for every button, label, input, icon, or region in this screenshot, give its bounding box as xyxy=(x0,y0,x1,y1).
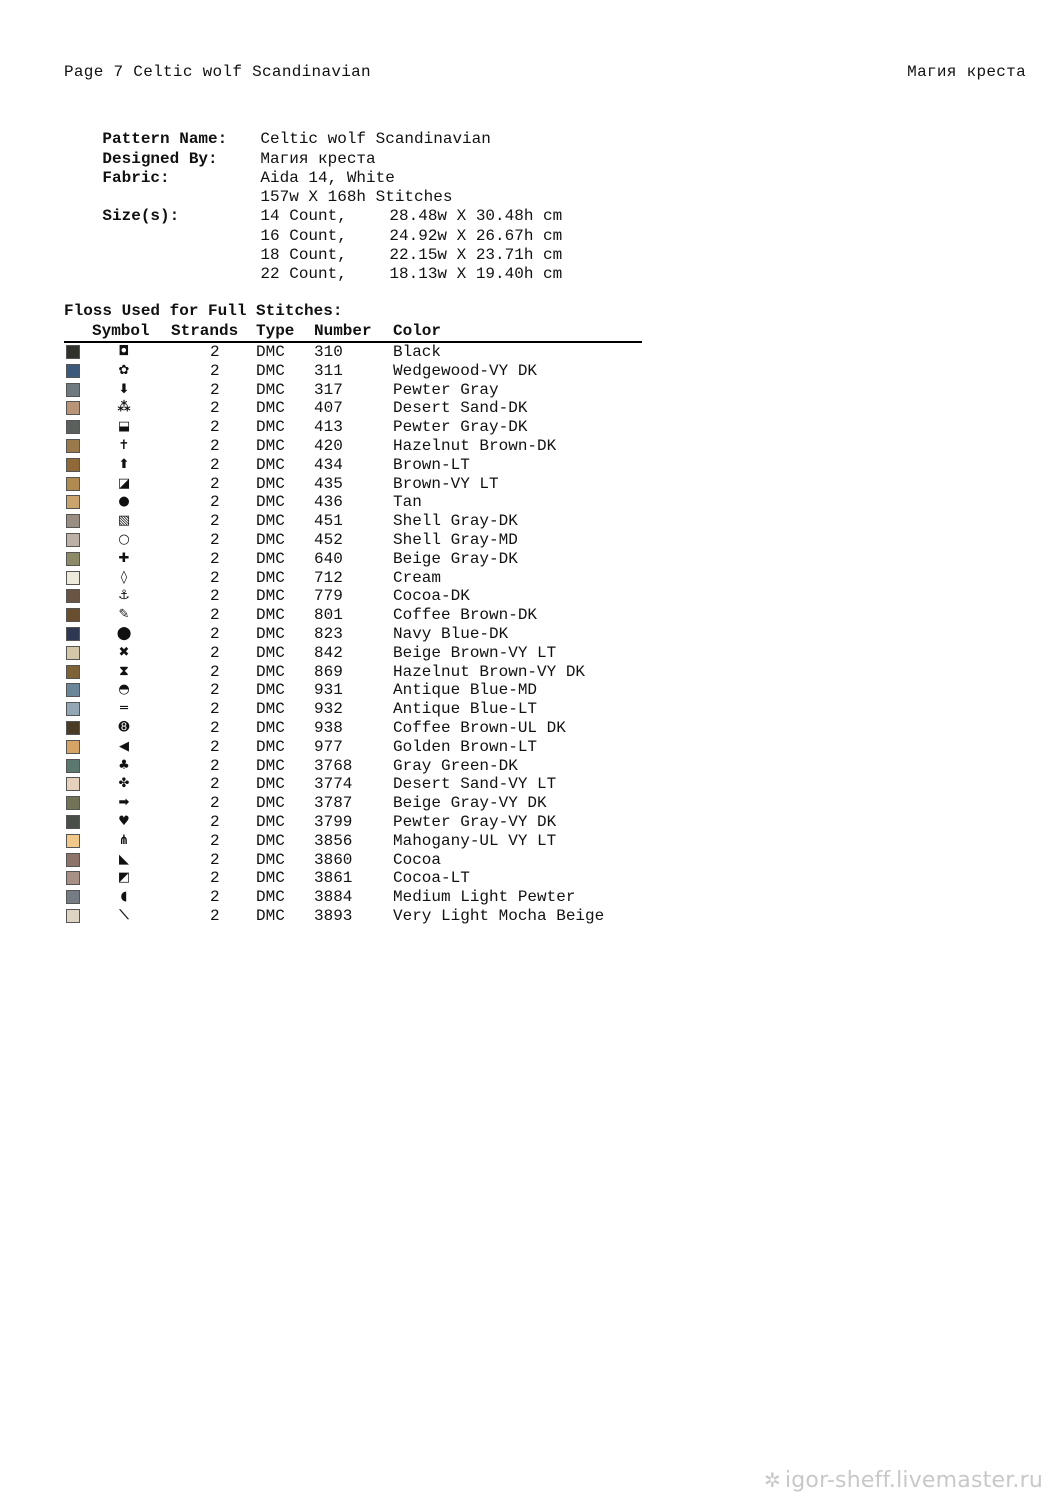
color-name-cell: Black xyxy=(393,343,442,361)
color-name-cell: Desert Sand-DK xyxy=(393,399,528,418)
pattern-info xyxy=(64,111,563,284)
number-cell: 452 xyxy=(314,530,343,549)
number-cell: 407 xyxy=(314,399,343,418)
color-swatch xyxy=(66,571,80,585)
stitch-symbol-icon: ◓ xyxy=(118,682,130,698)
sizes-label: Size(s): xyxy=(102,207,180,226)
number-cell: 977 xyxy=(314,737,343,756)
strands-cell: 2 xyxy=(210,850,220,869)
number-cell: 3861 xyxy=(314,869,353,888)
stitch-symbol-icon: ⧗ xyxy=(119,663,129,679)
color-swatch xyxy=(66,401,80,415)
color-name-cell: Beige Gray-VY DK xyxy=(393,794,547,813)
number-cell: 931 xyxy=(314,681,343,700)
table-row xyxy=(64,550,642,569)
table-row xyxy=(64,907,642,926)
color-swatch xyxy=(66,909,80,923)
table-row xyxy=(64,362,642,381)
number-cell: 435 xyxy=(314,474,343,493)
color-swatch xyxy=(66,477,80,491)
gear-icon: ✲ xyxy=(763,1468,781,1492)
type-cell: DMC xyxy=(256,568,285,587)
number-cell: 434 xyxy=(314,455,343,474)
color-name-cell: Shell Gray-DK xyxy=(393,512,518,531)
color-name-cell: Gray Green-DK xyxy=(393,756,518,775)
strands-cell: 2 xyxy=(210,530,220,549)
type-cell: DMC xyxy=(256,380,285,399)
strands-cell: 2 xyxy=(210,436,220,455)
size-dims: 24.92w X 26.67h cm xyxy=(389,226,563,245)
strands-cell: 2 xyxy=(210,549,220,568)
header-strands: Strands xyxy=(171,322,239,340)
stitch-symbol-icon: ○ xyxy=(118,531,130,547)
color-name-cell: Golden Brown-LT xyxy=(393,737,538,756)
type-cell: DMC xyxy=(256,399,285,418)
pattern-name-label: Pattern Name: xyxy=(102,130,228,149)
type-cell: DMC xyxy=(256,775,285,794)
color-name-cell: Desert Sand-VY LT xyxy=(393,775,557,794)
strands-cell: 2 xyxy=(210,794,220,813)
strands-cell: 2 xyxy=(210,737,220,756)
stitch-symbol-icon: ⟍ xyxy=(119,907,129,923)
color-name-cell: Tan xyxy=(393,493,422,512)
strands-cell: 2 xyxy=(210,568,220,587)
color-swatch xyxy=(66,345,80,359)
color-swatch xyxy=(66,815,80,829)
size-dims: 28.48w X 30.48h cm xyxy=(389,207,563,226)
table-row xyxy=(64,418,642,437)
color-swatch xyxy=(66,364,80,378)
table-row xyxy=(64,813,642,832)
page-header-title: Page 7 Celtic wolf Scandinavian xyxy=(64,63,371,81)
color-swatch xyxy=(66,533,80,547)
color-name-cell: Coffee Brown-DK xyxy=(393,606,538,625)
color-swatch xyxy=(66,514,80,528)
size-count: 14 Count, xyxy=(260,207,347,226)
stitch-symbol-icon: ⚓ xyxy=(118,588,130,604)
number-cell: 869 xyxy=(314,662,343,681)
color-name-cell: Brown-VY LT xyxy=(393,474,499,493)
number-cell: 3860 xyxy=(314,850,353,869)
watermark xyxy=(764,1468,1043,1493)
type-cell: DMC xyxy=(256,888,285,907)
number-cell: 3799 xyxy=(314,812,353,831)
type-cell: DMC xyxy=(256,812,285,831)
strands-cell: 2 xyxy=(210,662,220,681)
type-cell: DMC xyxy=(256,643,285,662)
color-name-cell: Hazelnut Brown-DK xyxy=(393,436,557,455)
table-row xyxy=(64,587,642,606)
color-swatch xyxy=(66,853,80,867)
type-cell: DMC xyxy=(256,700,285,719)
header-number: Number xyxy=(314,322,372,340)
number-cell: 311 xyxy=(314,361,343,380)
strands-cell: 2 xyxy=(210,343,220,361)
table-row xyxy=(64,794,642,813)
color-swatch xyxy=(66,439,80,453)
table-row xyxy=(64,738,642,757)
stitch-symbol-icon: ✤ xyxy=(118,776,130,792)
stitch-symbol-icon: ◩ xyxy=(117,870,131,886)
color-swatch xyxy=(66,834,80,848)
color-name-cell: Pewter Gray-VY DK xyxy=(393,812,557,831)
color-swatch xyxy=(66,871,80,885)
number-cell: 436 xyxy=(314,493,343,512)
strands-cell: 2 xyxy=(210,869,220,888)
color-name-cell: Cocoa-LT xyxy=(393,869,470,888)
strands-cell: 2 xyxy=(210,455,220,474)
strands-cell: 2 xyxy=(210,718,220,737)
color-swatch xyxy=(66,383,80,397)
table-row xyxy=(64,606,642,625)
pattern-name-row xyxy=(64,111,562,149)
strands-cell: 2 xyxy=(210,493,220,512)
number-cell: 932 xyxy=(314,700,343,719)
table-row xyxy=(64,869,642,888)
color-swatch xyxy=(66,552,80,566)
number-cell: 3787 xyxy=(314,794,353,813)
strands-cell: 2 xyxy=(210,643,220,662)
table-row xyxy=(64,493,642,512)
number-cell: 3856 xyxy=(314,831,353,850)
stitch-symbol-icon: ✖ xyxy=(118,644,130,660)
table-row xyxy=(64,681,642,700)
size-dims: 22.15w X 23.71h cm xyxy=(389,246,563,265)
type-cell: DMC xyxy=(256,549,285,568)
color-name-cell: Navy Blue-DK xyxy=(393,624,509,643)
type-cell: DMC xyxy=(256,361,285,380)
type-cell: DMC xyxy=(256,493,285,512)
designed-by-label: Designed By: xyxy=(102,149,218,168)
stitch-symbol-icon: ✚ xyxy=(118,550,130,566)
table-row xyxy=(64,663,642,682)
number-cell: 3774 xyxy=(314,775,353,794)
strands-cell: 2 xyxy=(210,606,220,625)
color-swatch xyxy=(66,740,80,754)
stitch-symbol-icon: ◪ xyxy=(117,475,131,491)
table-row xyxy=(64,475,642,494)
stitch-symbol-icon: ➡ xyxy=(118,795,130,811)
color-swatch xyxy=(66,890,80,904)
strands-cell: 2 xyxy=(210,624,220,643)
type-cell: DMC xyxy=(256,587,285,606)
color-name-cell: Pewter Gray-DK xyxy=(393,418,528,437)
strands-cell: 2 xyxy=(210,361,220,380)
stitch-symbol-icon: ═ xyxy=(120,701,128,717)
stitch-symbol-icon: ♣ xyxy=(118,757,130,773)
stitch-symbol-icon: ● xyxy=(118,494,130,510)
number-cell: 801 xyxy=(314,606,343,625)
type-cell: DMC xyxy=(256,606,285,625)
color-name-cell: Medium Light Pewter xyxy=(393,888,576,907)
strands-cell: 2 xyxy=(210,587,220,606)
color-swatch xyxy=(66,627,80,641)
stitch-symbol-icon: ⋔ xyxy=(118,832,130,848)
color-swatch xyxy=(66,665,80,679)
strands-cell: 2 xyxy=(210,906,220,925)
strands-cell: 2 xyxy=(210,512,220,531)
type-cell: DMC xyxy=(256,906,285,925)
strands-cell: 2 xyxy=(210,418,220,437)
strands-cell: 2 xyxy=(210,888,220,907)
stitch-symbol-icon: ▧ xyxy=(117,513,131,529)
type-cell: DMC xyxy=(256,794,285,813)
floss-section-title: Floss Used for Full Stitches: xyxy=(64,302,343,320)
table-row xyxy=(64,625,642,644)
number-cell: 823 xyxy=(314,624,343,643)
size-count: 22 Count, xyxy=(260,265,347,284)
stitch-symbol-icon: ◊ xyxy=(120,569,128,585)
pattern-name-value: Celtic wolf Scandinavian xyxy=(260,130,491,149)
stitch-symbol-icon: ◀ xyxy=(119,738,129,754)
stitch-symbol-icon: ✝ xyxy=(118,437,130,453)
header-symbol: Symbol xyxy=(92,322,150,340)
strands-cell: 2 xyxy=(210,681,220,700)
floss-table xyxy=(64,321,642,926)
color-swatch xyxy=(66,608,80,622)
number-cell: 310 xyxy=(314,343,343,361)
type-cell: DMC xyxy=(256,418,285,437)
fabric-label: Fabric: xyxy=(102,168,170,187)
table-row xyxy=(64,700,642,719)
color-swatch xyxy=(66,777,80,791)
color-swatch xyxy=(66,702,80,716)
type-cell: DMC xyxy=(256,343,285,361)
table-row xyxy=(64,456,642,475)
table-row xyxy=(64,343,642,362)
color-swatch xyxy=(66,420,80,434)
color-name-cell: Hazelnut Brown-VY DK xyxy=(393,662,586,681)
color-name-cell: Pewter Gray xyxy=(393,380,499,399)
floss-rows xyxy=(64,343,642,926)
size-count: 18 Count, xyxy=(260,246,347,265)
number-cell: 3768 xyxy=(314,756,353,775)
number-cell: 3893 xyxy=(314,906,353,925)
strands-cell: 2 xyxy=(210,831,220,850)
stitch-symbol-icon: ◘ xyxy=(118,344,130,359)
strands-cell: 2 xyxy=(210,380,220,399)
color-name-cell: Antique Blue-LT xyxy=(393,700,538,719)
strands-cell: 2 xyxy=(210,812,220,831)
strands-cell: 2 xyxy=(210,474,220,493)
table-row xyxy=(64,531,642,550)
table-row xyxy=(64,399,642,418)
table-row xyxy=(64,569,642,588)
stitch-symbol-icon: ✿ xyxy=(118,362,130,378)
stitch-symbol-icon: ⬓ xyxy=(117,419,131,435)
stitch-symbol-icon: ⬇ xyxy=(118,381,130,397)
stitch-symbol-icon: ⁂ xyxy=(117,400,131,416)
header-color: Color xyxy=(393,322,442,340)
color-name-cell: Brown-LT xyxy=(393,455,470,474)
strands-cell: 2 xyxy=(210,756,220,775)
color-name-cell: Beige Brown-VY LT xyxy=(393,643,557,662)
stitch-symbol-icon: ◣ xyxy=(119,851,129,867)
table-row xyxy=(64,719,642,738)
type-cell: DMC xyxy=(256,831,285,850)
color-swatch xyxy=(66,721,80,735)
designed-by-value: Магия креста xyxy=(260,149,376,168)
number-cell: 779 xyxy=(314,587,343,606)
color-name-cell: Cream xyxy=(393,568,442,587)
color-name-cell: Coffee Brown-UL DK xyxy=(393,718,566,737)
stitch-symbol-icon: ✎ xyxy=(118,607,130,623)
color-swatch xyxy=(66,796,80,810)
type-cell: DMC xyxy=(256,850,285,869)
number-cell: 712 xyxy=(314,568,343,587)
type-cell: DMC xyxy=(256,662,285,681)
page-header-designer: Магия креста xyxy=(907,63,1026,81)
size-count: 16 Count, xyxy=(260,226,347,245)
number-cell: 938 xyxy=(314,718,343,737)
stitch-symbol-icon: ⬤ xyxy=(116,625,132,641)
type-cell: DMC xyxy=(256,869,285,888)
stitch-symbol-icon: ♥ xyxy=(118,813,130,829)
table-row xyxy=(64,437,642,456)
size-dims: 18.13w X 19.40h cm xyxy=(389,265,563,284)
number-cell: 317 xyxy=(314,380,343,399)
number-cell: 413 xyxy=(314,418,343,437)
number-cell: 842 xyxy=(314,643,343,662)
floss-table-header xyxy=(64,321,642,343)
table-row xyxy=(64,512,642,531)
color-name-cell: Beige Gray-DK xyxy=(393,549,518,568)
table-row xyxy=(64,851,642,870)
type-cell: DMC xyxy=(256,512,285,531)
color-swatch xyxy=(66,458,80,472)
strands-cell: 2 xyxy=(210,775,220,794)
type-cell: DMC xyxy=(256,455,285,474)
color-name-cell: Very Light Mocha Beige xyxy=(393,906,605,925)
table-row xyxy=(64,888,642,907)
color-name-cell: Shell Gray-MD xyxy=(393,530,518,549)
color-name-cell: Cocoa-DK xyxy=(393,587,470,606)
number-cell: 640 xyxy=(314,549,343,568)
stitch-symbol-icon: ⬆ xyxy=(118,456,130,472)
number-cell: 3884 xyxy=(314,888,353,907)
color-swatch xyxy=(66,759,80,773)
stitch-symbol-icon: ◖ xyxy=(120,889,128,905)
watermark-text: igor-sheff.livemaster.ru xyxy=(784,1468,1043,1493)
color-name-cell: Mahogany-UL VY LT xyxy=(393,831,557,850)
stitches-value: 157w X 168h Stitches xyxy=(260,188,453,207)
color-name-cell: Wedgewood-VY DK xyxy=(393,361,538,380)
header-type: Type xyxy=(256,322,295,340)
fabric-value: Aida 14, White xyxy=(260,168,395,187)
type-cell: DMC xyxy=(256,756,285,775)
stitch-symbol-icon: ➑ xyxy=(118,719,130,735)
color-swatch xyxy=(66,683,80,697)
color-name-cell: Cocoa xyxy=(393,850,442,869)
type-cell: DMC xyxy=(256,737,285,756)
color-swatch xyxy=(66,495,80,509)
number-cell: 451 xyxy=(314,512,343,531)
table-row xyxy=(64,757,642,776)
type-cell: DMC xyxy=(256,681,285,700)
table-row xyxy=(64,381,642,400)
type-cell: DMC xyxy=(256,436,285,455)
strands-cell: 2 xyxy=(210,399,220,418)
color-name-cell: Antique Blue-MD xyxy=(393,681,538,700)
type-cell: DMC xyxy=(256,718,285,737)
strands-cell: 2 xyxy=(210,700,220,719)
type-cell: DMC xyxy=(256,530,285,549)
table-row xyxy=(64,775,642,794)
table-row xyxy=(64,644,642,663)
color-swatch xyxy=(66,646,80,660)
number-cell: 420 xyxy=(314,436,343,455)
table-row xyxy=(64,832,642,851)
type-cell: DMC xyxy=(256,624,285,643)
type-cell: DMC xyxy=(256,474,285,493)
color-swatch xyxy=(66,589,80,603)
